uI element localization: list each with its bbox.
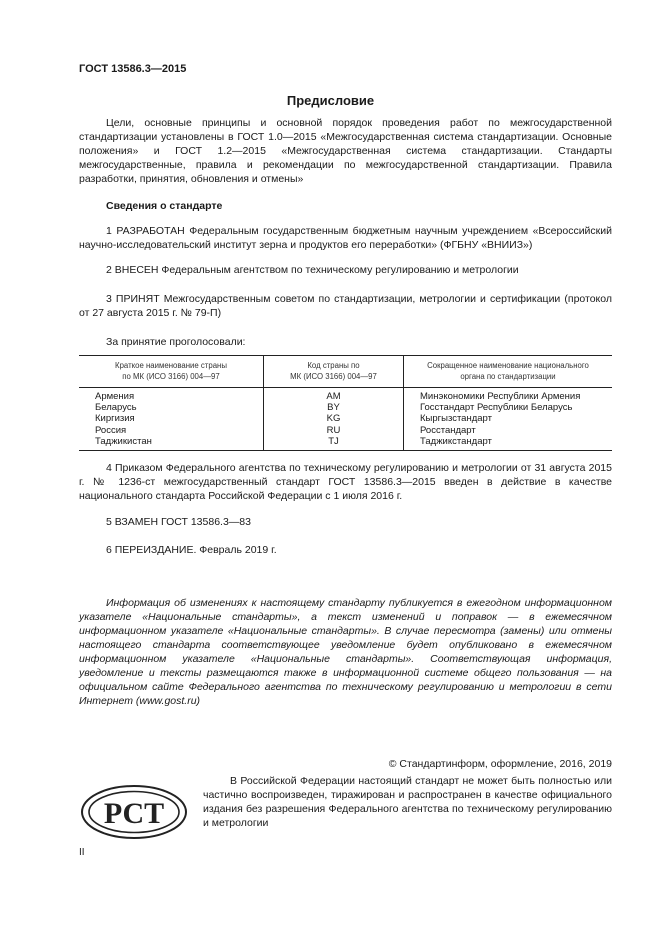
rst-certification-mark-icon [79,783,189,846]
header-country-code [264,356,404,388]
table-row [79,425,612,436]
header-body-line1: Сокращенное наименование национального [427,361,589,370]
cell-country: Армения [95,391,135,402]
page-number: II [79,847,85,858]
cell-code: AM [264,388,404,403]
cell-code: KG [264,413,404,424]
voting-states-table [79,355,612,451]
header-code-line1: Код страны по [307,361,360,370]
header-country-line2: по МК (ИСО 3166) 004—97 [122,372,220,381]
cell-body: Минэкономики Республики Армения [404,388,613,403]
header-national-body [404,356,613,388]
cell-body: Кыргызстандарт [404,413,613,424]
cell-body: Росстандарт [404,425,613,436]
cell-country: Россия [95,424,127,436]
header-country-line1: Краткое наименование страны [115,361,227,370]
header-country-name [79,356,264,388]
reproduction-rights-notice: В Российской Федерации настоящий стандарт не может быть полностью или частично воспроизведен, тиражирован и распространен в качестве официального издания без разрешения Федерального агентства по техническому регулированию и метрологии [203,775,612,829]
section-title: Сведения о стандарте [106,200,223,212]
cell-country: Киргизия [95,413,135,425]
table-header-row [79,356,612,388]
logo-lettering: РСТ [103,797,165,830]
page-title: Предисловие [286,93,375,108]
cell-body: Госстандарт Республики Беларусь [404,402,613,413]
table-row [79,413,612,424]
cell-body: Таджикстандарт [404,436,613,451]
item-4-order: 4 Приказом Федерального агентства по техническому регулированию и метрологии от 31 августа 2015 г. № 1236-ст межгосударственный стандарт ГОСТ 13586.3—2015 введен в действие в качестве национального стандарта Российской Федерации с 1 июля 2016 г. [79,462,612,502]
cell-country: Беларусь [95,402,137,414]
document-code: ГОСТ 13586.3—2015 [79,63,187,75]
table-row [79,388,612,403]
item-6-reissue: 6 ПЕРЕИЗДАНИЕ. Февраль 2019 г. [106,544,277,556]
table-row [79,402,612,413]
cell-code: TJ [264,436,404,451]
item-5-replaces: 5 ВЗАМЕН ГОСТ 13586.3—83 [106,516,251,528]
cell-code: RU [264,425,404,436]
header-code-line2: МК (ИСО 3166) 004—97 [290,372,377,381]
item-2-submitted: 2 ВНЕСЕН Федеральным агентством по техническому регулированию и метрологии [106,264,519,276]
cell-country: Таджикистан [79,436,264,451]
item-1-developed: 1 РАЗРАБОТАН Федеральным государственным бюджетным научным учреждением «Всероссийский научно-исследовательский институт зерна и продуктов его переработки» (ФГБНУ «ВНИИЗ») [79,225,612,251]
table-row [79,436,612,451]
header-body-line2: органа по стандартизации [460,372,556,381]
voted-label: За принятие проголосовали: [106,336,246,348]
changes-information-note: Информация об изменениях к настоящему стандарту публикуется в ежегодном информационном указателе «Национальные стандарты», а текст изменений и поправок — в ежемесячном информационном указателе «Национальные стандарты». В случае пересмотра (замены) или отмены настоящего стандарта соответствующее уведомление будет опубликовано в ежемесячном информационном указателе «Национальные стандарты». Соответствующая информация, уведомление и тексты размещаются также в информационной системе общего пользования — на официальном сайте Федерального агентства по техническому регулированию и метрологии в сети Интернет (www.gost.ru) [79,597,612,707]
intro-paragraph: Цели, основные принципы и основной порядок проведения работ по межгосударственной стандартизации установлены в ГОСТ 1.0—2015 «Межгосударственная система стандартизации. Основные положения» и ГОСТ 1.2—2015 «Межгосударственная система стандартизации. Стандарты межгосударственные, правила и рекомендации по межгосударственной стандартизации. Правила разработки, принятия, обновления и отмены» [79,117,612,185]
cell-code: BY [264,402,404,413]
copyright: © Стандартинформ, оформление, 2016, 2019 [388,758,612,770]
item-3-adopted: 3 ПРИНЯТ Межгосударственным советом по стандартизации, метрологии и сертификации (протокол от 27 августа 2015 г. № 79-П) [79,293,612,319]
